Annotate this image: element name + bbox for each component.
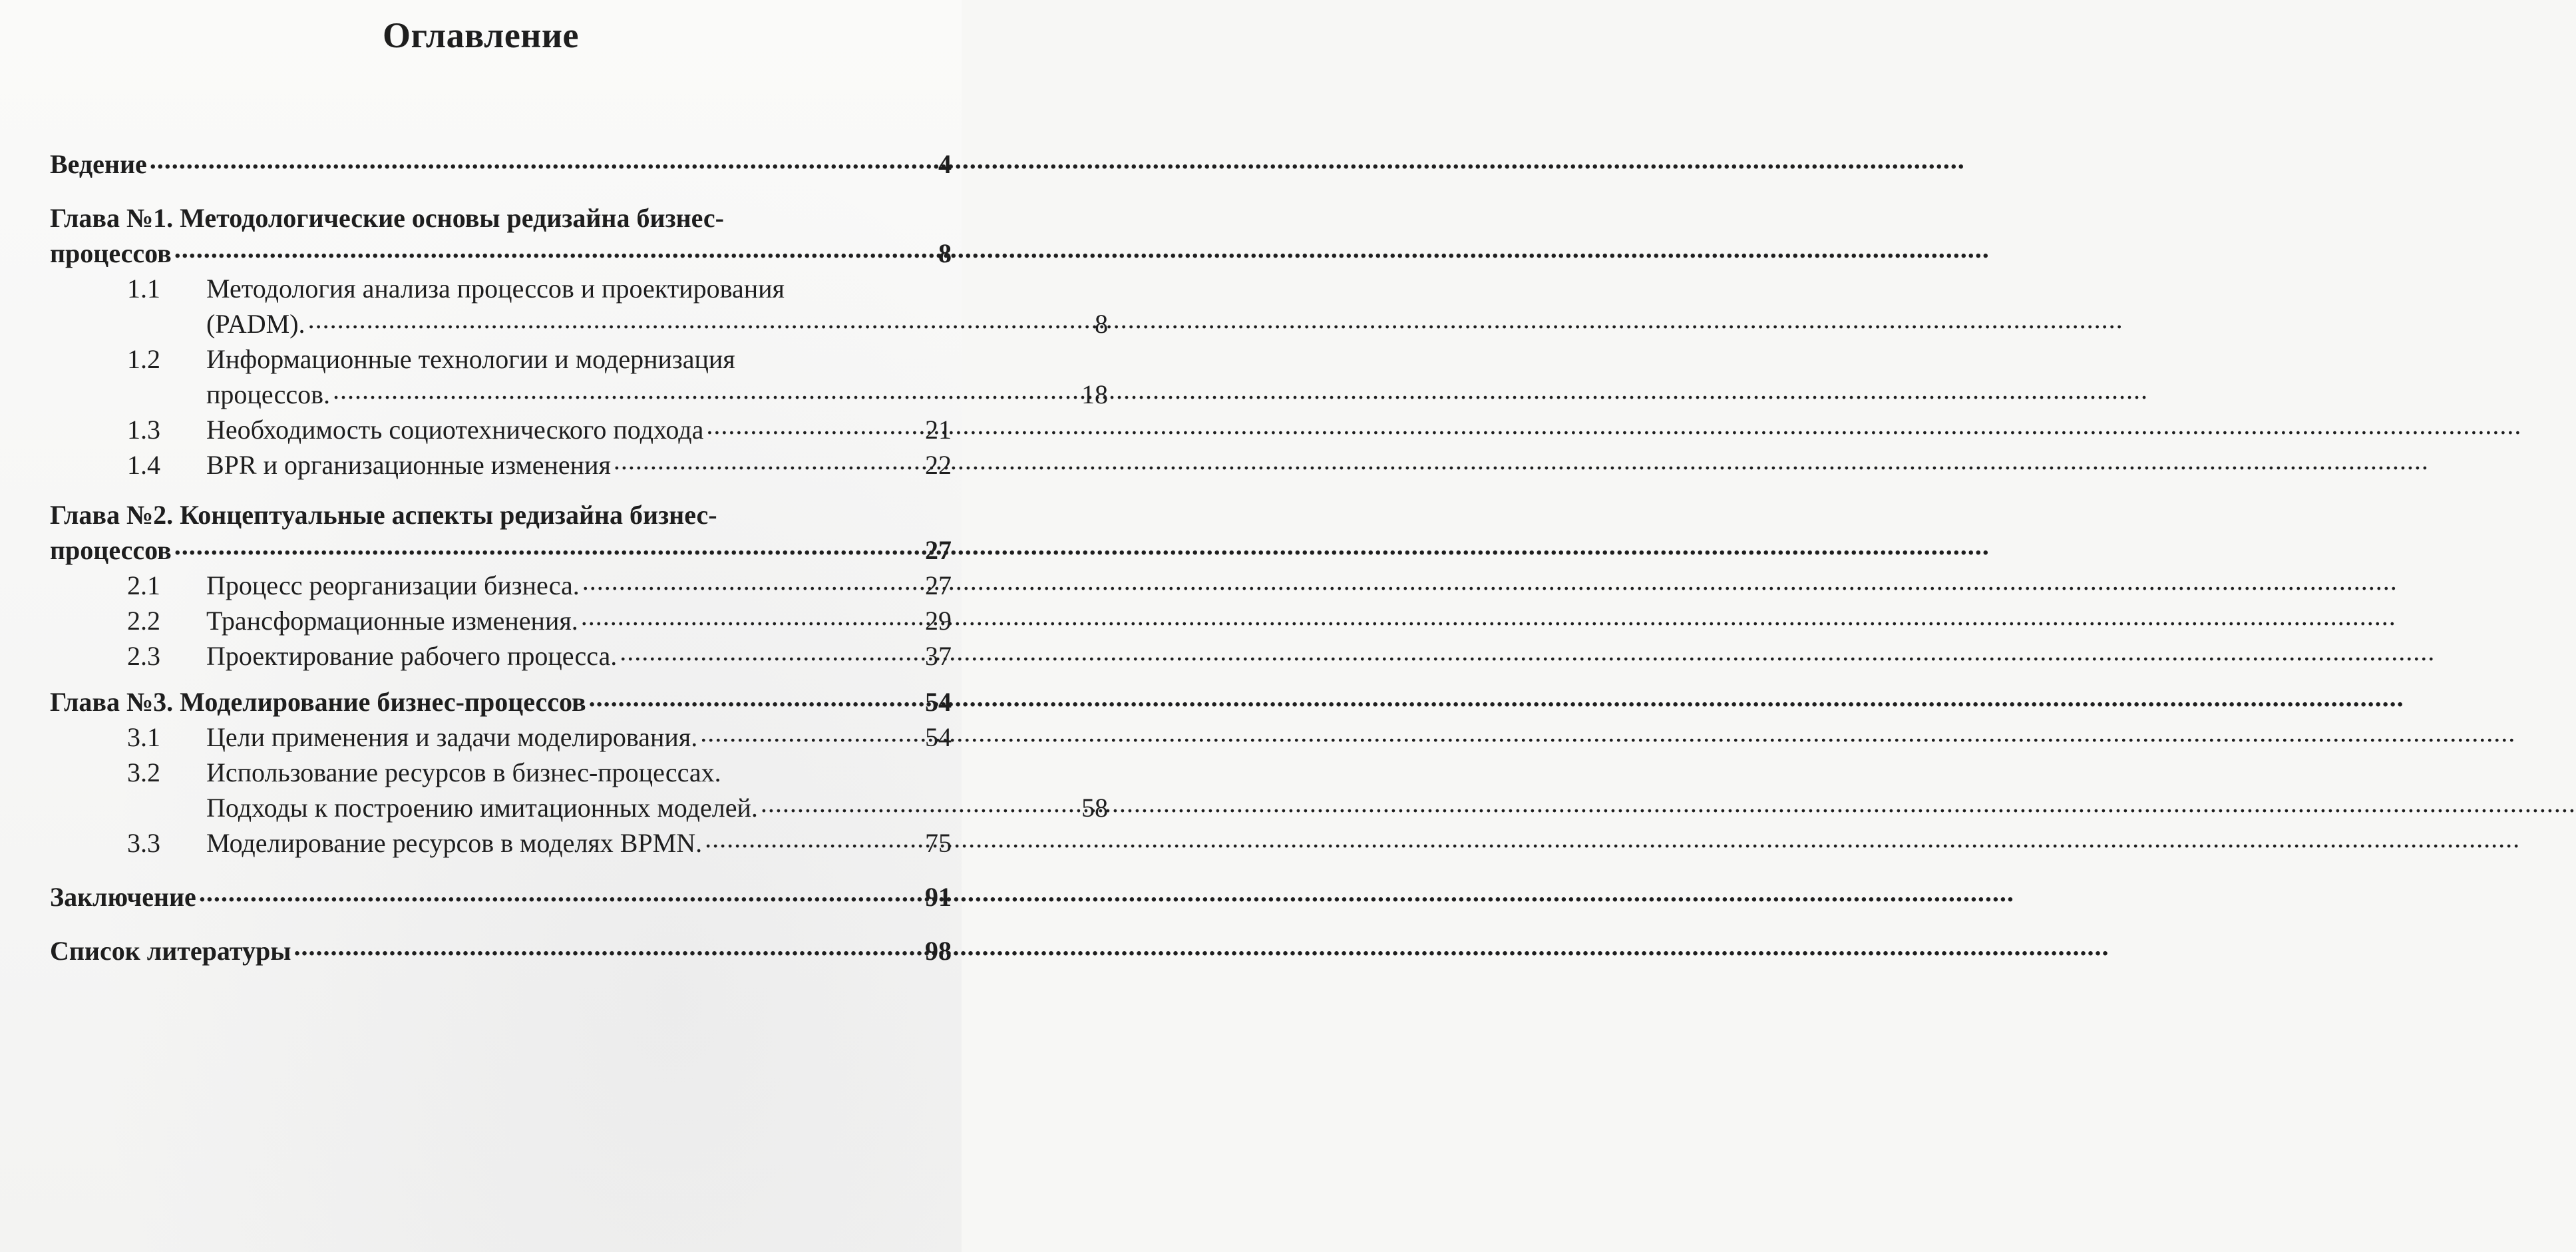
toc-section-title: Процесс реорганизации бизнеса. (206, 570, 580, 600)
toc-section-number: 1.4 (127, 450, 160, 480)
toc-chapter-title: Глава №3. Моделирование бизнес-процессов (50, 687, 586, 717)
toc-entry-label: Заключение (50, 882, 196, 912)
toc-page-number: 18 (1081, 379, 1108, 409)
dot-leader (589, 684, 922, 711)
toc-entry-label: Список литературы (50, 936, 291, 966)
toc-section-1-4[interactable] (50, 447, 952, 483)
toc-section-title-cont: (PADM). (206, 309, 305, 339)
dot-leader (761, 790, 1079, 817)
toc-page-number: 37 (925, 641, 952, 671)
toc-section-number: 3.3 (127, 828, 160, 858)
toc-section-title: Трансформационные изменения. (206, 606, 578, 636)
dot-leader (293, 933, 922, 960)
toc-section-number: 2.2 (127, 606, 160, 636)
toc-entry-label: Ведение (50, 149, 147, 179)
toc-section-title: Необходимость социотехнического подхода (206, 415, 704, 445)
toc-section-number: 1.2 (127, 344, 160, 374)
dot-leader (700, 720, 922, 746)
dot-leader (582, 568, 922, 594)
toc-section-3-3[interactable] (50, 825, 952, 861)
toc-page-number: 27 (925, 535, 952, 565)
toc-section-2-3[interactable] (50, 638, 952, 674)
toc-section-3-1[interactable] (50, 720, 952, 755)
toc-section-title: Цели применения и задачи моделирования. (206, 722, 698, 752)
toc-section-1-2[interactable] (50, 341, 1108, 412)
document-page (0, 0, 1108, 1252)
toc-entry-conclusion[interactable] (50, 879, 952, 915)
dot-leader (333, 377, 1079, 403)
toc-section-number: 3.2 (127, 757, 160, 787)
dot-leader (581, 603, 922, 630)
dot-leader (620, 638, 922, 665)
toc-chapter-title-cont: процессов (50, 535, 172, 565)
toc-section-1-1[interactable] (50, 271, 1108, 341)
toc-page-number: 29 (925, 606, 952, 636)
toc-chapter-1[interactable] (50, 200, 952, 271)
toc-page-number: 54 (925, 722, 952, 752)
toc-section-number: 1.3 (127, 415, 160, 445)
toc-chapter-title: Глава №2. Концептуальные аспекты редизайна бизнес- (50, 500, 717, 530)
dot-leader (614, 447, 922, 474)
toc-page-number: 58 (1081, 793, 1108, 823)
toc-section-title: BPR и организационные изменения (206, 450, 611, 480)
toc-chapter-title-cont: процессов (50, 238, 172, 268)
toc-section-title: Информационные технологии и модернизация (206, 344, 735, 374)
toc-page-number: 27 (925, 570, 952, 600)
toc-section-title: Использование ресурсов в бизнес-процессах. (206, 757, 721, 787)
toc-page-number: 75 (925, 828, 952, 858)
toc-chapter-title: Глава №1. Методологические основы редизайна бизнес- (50, 203, 724, 233)
toc-section-number: 1.1 (127, 274, 160, 304)
toc-page-number: 8 (938, 238, 952, 268)
toc-page-number: 4 (938, 149, 952, 179)
toc-section-title-cont: Подходы к построению имитационных моделей. (206, 793, 758, 823)
table-of-contents (50, 146, 1108, 968)
toc-section-number: 3.1 (127, 722, 160, 752)
dot-leader (706, 412, 922, 439)
toc-page-number: 98 (925, 936, 952, 966)
toc-section-number: 2.3 (127, 641, 160, 671)
page-title: Оглавление (383, 15, 579, 55)
toc-page-number: 21 (925, 415, 952, 445)
dot-leader (308, 306, 1092, 333)
toc-page-number: 8 (1095, 309, 1108, 339)
dot-leader (174, 532, 922, 559)
toc-section-3-2[interactable] (50, 755, 1108, 825)
toc-page-number: 22 (925, 450, 952, 480)
toc-section-title-cont: процессов. (206, 379, 330, 409)
toc-page-number: 91 (925, 882, 952, 912)
toc-entry-references[interactable] (50, 933, 952, 968)
dot-leader (199, 879, 922, 906)
toc-section-title: Моделирование ресурсов в моделях BPMN. (206, 828, 703, 858)
toc-chapter-2[interactable] (50, 497, 952, 568)
toc-section-title: Методология анализа процессов и проектирования (206, 274, 785, 304)
dot-leader (150, 146, 936, 173)
toc-section-number: 2.1 (127, 570, 160, 600)
dot-leader (705, 825, 922, 852)
toc-page-number: 54 (925, 687, 952, 717)
toc-entry-intro[interactable] (50, 146, 952, 182)
toc-section-title: Проектирование рабочего процесса. (206, 641, 618, 671)
dot-leader (174, 236, 936, 262)
